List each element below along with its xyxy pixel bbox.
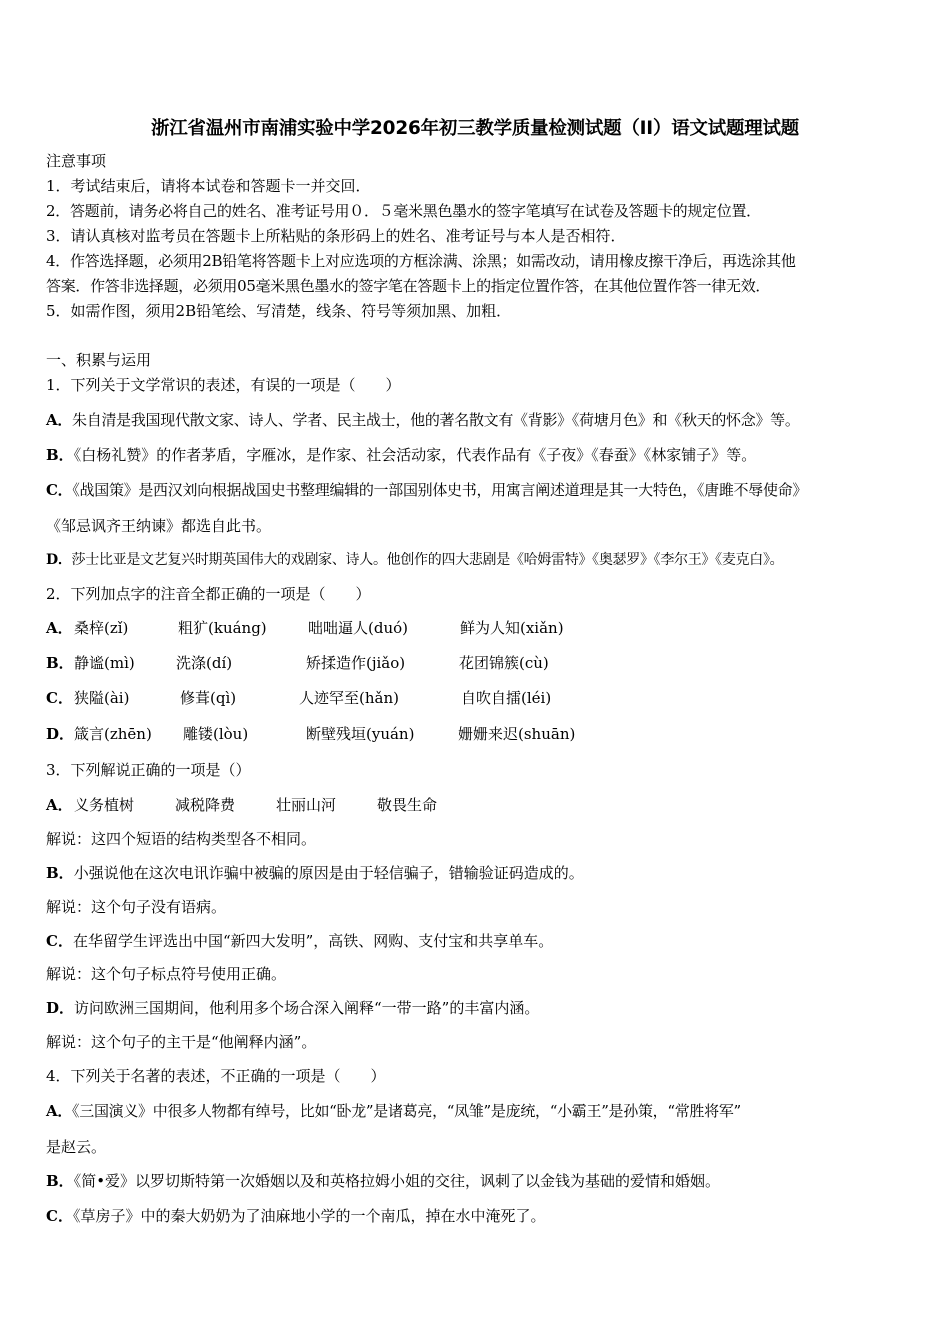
question-stem: 3．下列解说正确的一项是（） [46,761,251,779]
option-label: A． [46,1102,73,1120]
explanation: 解说：这个句子没有语病。 [46,898,227,916]
pinyin-item: 花团锦簇(cù) [459,654,549,672]
option-label: A． [46,619,73,637]
phrase-item: 敬畏生命 [377,796,438,814]
pinyin-item: 矫揉造作(jiǎo) [306,654,406,672]
pinyin-item: 静谧(mì) [74,654,135,672]
option-b [46,863,584,883]
section-heading: 一、积累与运用 [46,351,152,369]
phrase-item: 义务植树 [74,796,135,814]
option-label: D． [46,725,75,743]
explanation: 解说：这个句子标点符号使用正确。 [46,965,287,983]
option-a [46,1101,741,1121]
option-d [46,550,783,570]
explanation: 解说：这四个短语的结构类型各不相同。 [46,830,317,848]
page-title: 浙江省温州市南浦实验中学2026年初三教学质量检测试题（II）语文试题理试题 [151,118,799,139]
notice-item: 3．请认真核对监考员在答题卡上所粘贴的条形码上的姓名、准考证号与本人是否相符． [46,227,626,245]
notice-item: 2．答题前，请务必将自己的姓名、准考证号用０．５毫米黑色墨水的签字笔填写在试卷及答题卡的规定位置． [46,202,761,220]
option-label: A． [46,796,73,814]
option-d [46,998,539,1018]
option-label: B． [46,1172,74,1190]
option-text: 《草房子》中的秦大奶奶为了油麻地小学的一个南瓜，掉在水中淹死了。 [72,1207,546,1225]
pinyin-item: 自吹自擂(léi) [461,689,552,707]
notice-item: 1．考试结束后，请将本试卷和答题卡一并交回． [46,177,371,195]
explanation: 解说：这个句子的主干是“他阐释内涵”。 [46,1033,317,1051]
option-text: 《三国演义》中很多人物都有绰号，比如“卧龙”是诸葛亮，“凤雏”是庞统，“小霸王”是孙策，“常胜将军” [72,1102,741,1120]
option-a [46,410,800,430]
question-stem: 2．下列加点字的注音全都正确的一项是（ ） [46,585,371,603]
option-c [46,480,807,500]
option-label: C． [46,932,73,950]
option-label: B． [46,864,74,882]
phrase-item: 减税降费 [175,796,236,814]
option-text: 《战国策》是西汉刘向根据战国史书整理编辑的一部国别体史书，用寓言阐述道理是其一大特色，《唐雎不辱使命》 [72,481,808,499]
option-b [46,445,756,465]
option-text: 在华留学生评选出中国“新四大发明”，高铁、网购、支付宝和共享单车。 [72,932,554,950]
notice-item: 4．作答选择题，必须用2B铅笔将答题卡上对应选项的方框涂满、涂黑；如需改动，请用橡皮擦干净后，再选涂其他 [46,252,796,270]
option-text: 小强说他在这次电讯诈骗中被骗的原因是由于轻信骗子，错输验证码造成的。 [73,864,584,882]
question-stem: 1．下列关于文学常识的表述，有误的一项是（ ） [46,376,401,394]
option-label: C． [46,1207,73,1225]
option-b [46,1171,720,1191]
option-a-continued: 是赵云。 [46,1138,107,1156]
option-label: D． [46,999,75,1017]
pinyin-item: 雕镂(lòu) [183,725,249,743]
pinyin-item: 咄咄逼人(duó) [308,619,408,637]
option-text: 朱自清是我国现代散文家、诗人、学者、民主战士，他的著名散文有《背影》《荷塘月色》和《秋天的怀念》等。 [72,411,800,429]
notice-item: 答案．作答非选择题，必须用05毫米黑色墨水的签字笔在答题卡上的指定位置作答，在其他位置作答一律无效． [46,277,771,295]
option-text: 《简•爱》以罗切斯特第一次婚姻以及和英格拉姆小姐的交往，讽刺了以金钱为基础的爱情和婚姻。 [73,1172,721,1190]
notice-heading: 注意事项 [46,152,107,170]
option-label: B． [46,446,74,464]
notice-item: 5．如需作图，须用2B铅笔绘、写清楚，线条、符号等须加黑、加粗． [46,302,512,320]
option-label: D． [46,552,72,568]
option-label: C． [46,689,73,707]
option-text: 访问欧洲三国期间，他利用多个场合深入阐释“一带一路”的丰富内涵。 [74,999,540,1017]
phrase-item: 壮丽山河 [276,796,337,814]
pinyin-item: 洗涤(dí) [176,654,233,672]
option-c [46,931,553,951]
pinyin-item: 粗犷(kuáng) [178,619,267,637]
option-c-continued: 《邹忌讽齐王纳谏》都选自此书。 [46,517,272,535]
option-text: 莎士比亚是文艺复兴时期英国伟大的戏剧家、诗人。他创作的四大悲剧是《哈姆雷特》《奥瑟罗》《李尔王》《麦克白》。 [71,552,784,568]
pinyin-item: 姗姗来迟(shuān) [458,725,576,743]
option-label: A． [46,411,73,429]
question-stem: 4．下列关于名著的表述，不正确的一项是（ ） [46,1067,386,1085]
pinyin-item: 桑梓(zǐ) [74,619,129,637]
option-label: B． [46,654,74,672]
option-c [46,1206,545,1226]
option-label: C． [46,481,73,499]
option-text: 《白杨礼赞》的作者茅盾，字雁冰，是作家、社会活动家，代表作品有《子夜》《春蚕》《林家铺子》等。 [73,446,757,464]
pinyin-item: 狭隘(ài) [74,689,130,707]
pinyin-item: 修葺(qì) [180,689,237,707]
pinyin-item: 断壁残垣(yuán) [306,725,415,743]
pinyin-item: 鲜为人知(xiǎn) [460,619,564,637]
pinyin-item: 箴言(zhēn) [74,725,152,743]
pinyin-item: 人迹罕至(hǎn) [299,689,399,707]
